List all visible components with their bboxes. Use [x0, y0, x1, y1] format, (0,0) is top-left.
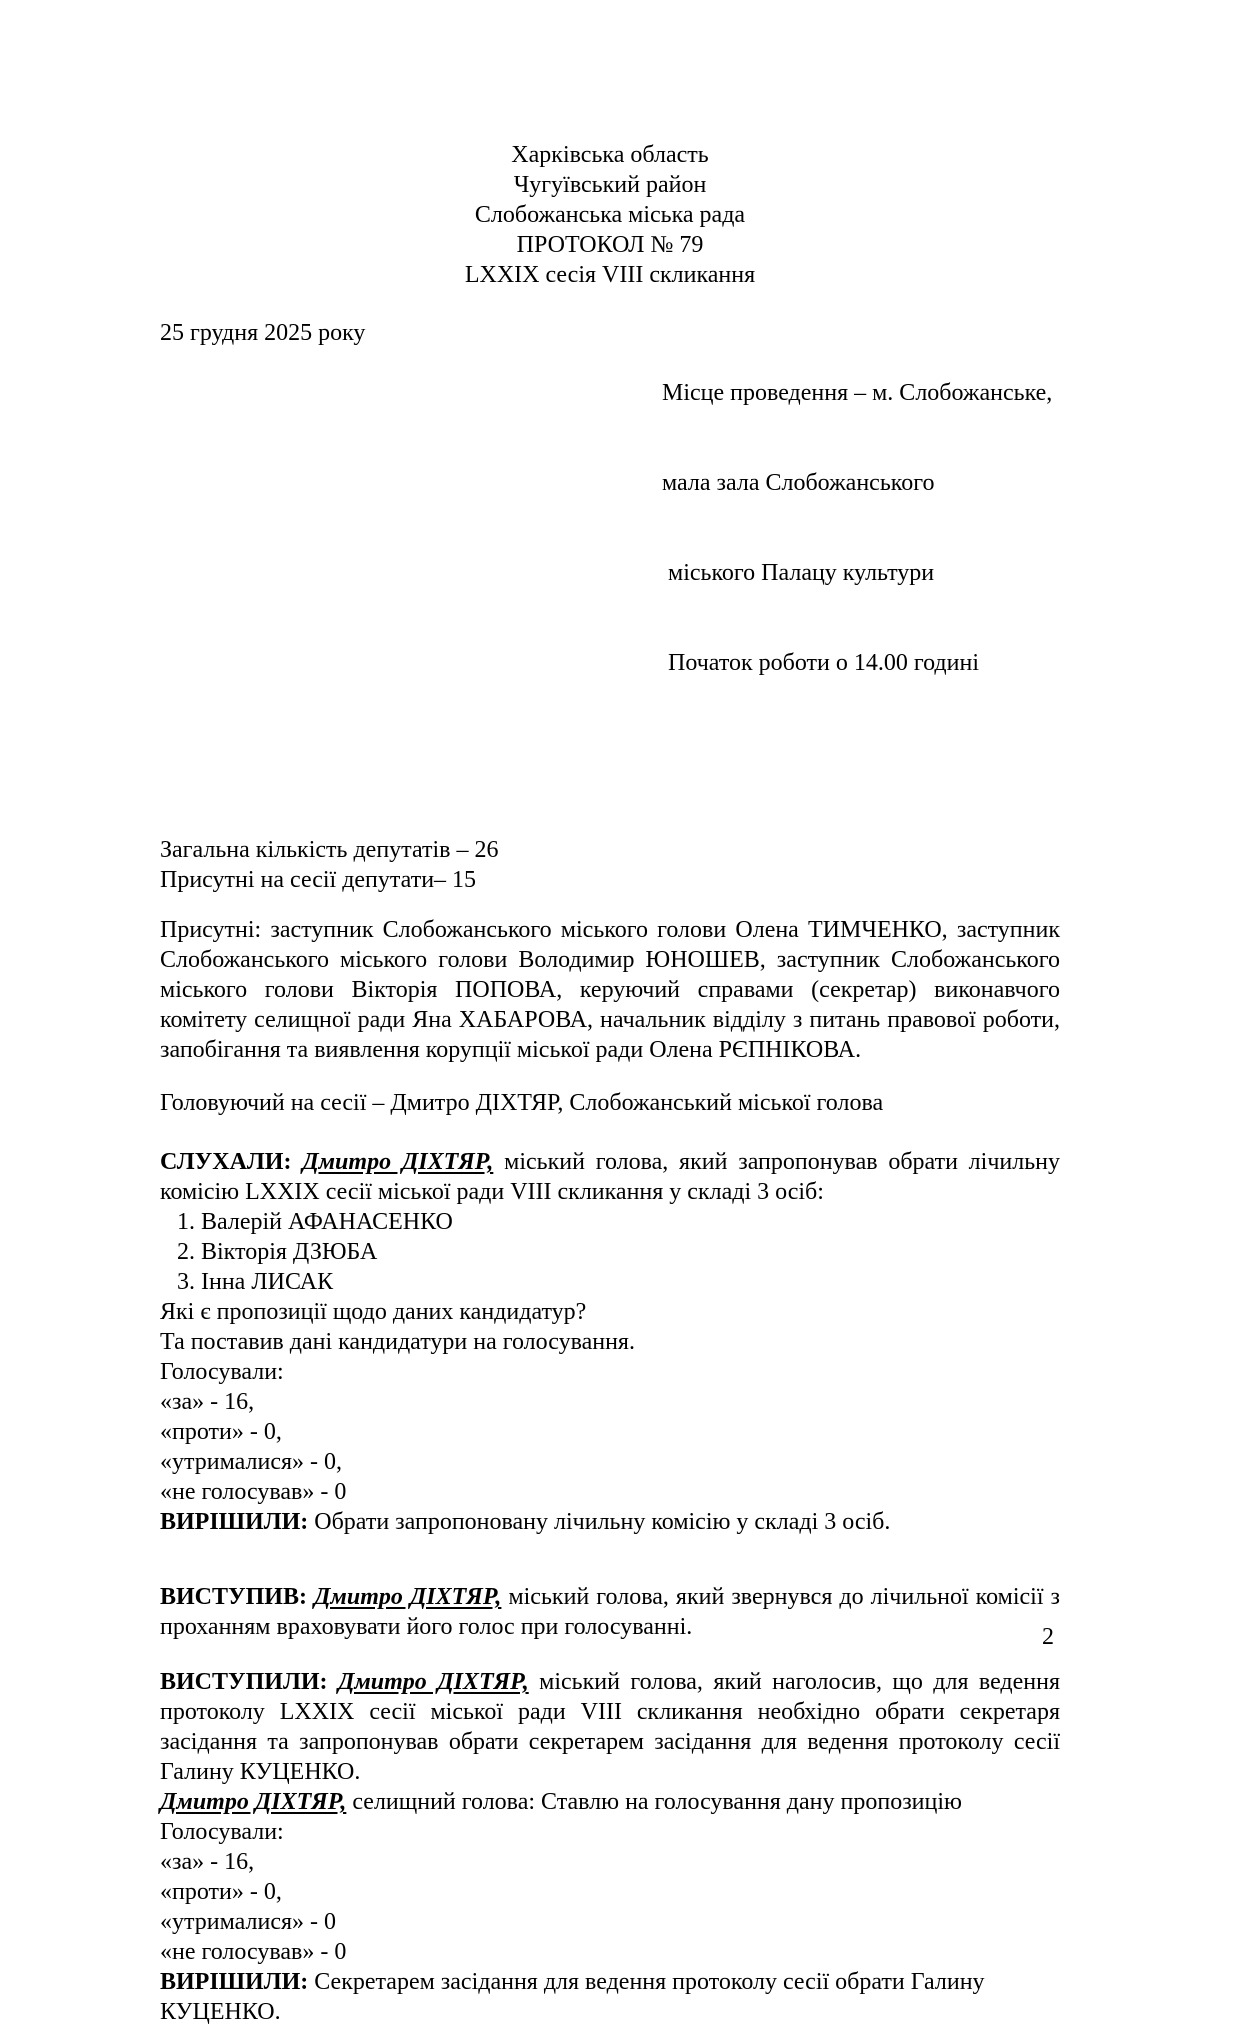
vote-line-proty: «проти» - 0,	[160, 1879, 282, 1905]
meeting-location-line: міського Палацу культури	[662, 560, 935, 586]
section-vystupyv	[160, 1582, 1060, 1642]
list-item	[160, 1207, 1060, 1237]
voting-label: Голосували:	[160, 1359, 284, 1385]
section-vystupyly	[160, 1667, 1060, 2027]
vote-line-za: «за» - 16,	[160, 1849, 255, 1875]
deputies-counts	[160, 835, 1060, 895]
vystupyv-paragraph	[160, 1582, 1060, 1642]
present-deputies: Присутні на сесії депутати– 15	[160, 867, 477, 893]
list-item-number: 2.	[177, 1239, 195, 1265]
vote-line-ne-holosuvav: «не голосував» - 0	[160, 1479, 347, 1505]
candidate-name: Вікторія ДЗЮБА	[201, 1239, 378, 1265]
decision-text: Секретарем засідання для ведення протоколу сесії обрати Галину КУЦЕНКО.	[160, 1969, 985, 2025]
speaker-name: Дмитро ДІХТЯР,	[337, 1669, 529, 1695]
meeting-location-line: Місце проведення – м. Слобожанське,	[662, 380, 1053, 406]
vystupyly-motion-text: селищний голова: Ставлю на голосування дану пропозицію	[352, 1789, 962, 1815]
list-item-number: 3.	[177, 1269, 195, 1295]
header-district: Чугуївський район	[513, 172, 707, 198]
vystupyly-motion-line	[160, 1787, 1060, 1817]
question-line: Які є пропозиції щодо даних кандидатур?	[160, 1299, 587, 1325]
speaker-name: Дмитро ДІХТЯР,	[302, 1149, 494, 1175]
sluhaly-label: СЛУХАЛИ:	[160, 1149, 292, 1175]
sluhaly-text: міський голова, який запропонував обрати лічильну комісію LXXIX сесії міської ради VIII скликання у складі 3 осіб:	[160, 1149, 1061, 1205]
vote-line-utrymalysia: «утрималися» - 0	[160, 1909, 337, 1935]
vote-line-proty: «проти» - 0,	[160, 1419, 282, 1445]
vystupyly-paragraph	[160, 1667, 1060, 1787]
meeting-location-line: мала зала Слобожанського	[662, 470, 935, 496]
header-region: Харківська область	[511, 142, 709, 168]
vystupyly-text: міський голова, який наголосив, що для ведення протоколу LXXIX сесії міської ради VIII скликання необхідно обрати секретаря засідання та запропонував обрати секретарем засідання для ведення протоколу сесії Галину КУЦЕНКО.	[160, 1669, 1061, 1785]
commission-candidates-list	[160, 1207, 1060, 1297]
meeting-location	[662, 318, 1060, 738]
page-number: 2	[1042, 1624, 1054, 1650]
put-to-vote-line: Та поставив дані кандидатури на голосування.	[160, 1329, 635, 1355]
vystupyv-label: ВИСТУПИВ:	[160, 1584, 307, 1610]
speaker-name: Дмитро ДІХТЯР,	[160, 1789, 347, 1815]
vote-line-ne-holosuvav: «не голосував» - 0	[160, 1939, 347, 1965]
decision-label: ВИРІШИЛИ:	[160, 1509, 309, 1535]
vote-line-za: «за» - 16,	[160, 1389, 255, 1415]
present-officials-paragraph: Присутні: заступник Слобожанського міського голови Олена ТИМЧЕНКО, заступник Слобожанського міського голови Володимир ЮНОШЕВ, заступник Слобожанського міського голови Вікторія ПОПОВА, керуючий справами (секретар) виконавчого комітету селищної ради Яна ХАБАРОВА, начальник відділу з питань правової роботи, запобігання та виявлення корупції міської ради Олена РЄПНІКОВА.	[160, 917, 1060, 1063]
list-item-number: 1.	[177, 1209, 195, 1235]
section-sluhaly	[160, 1147, 1060, 1537]
candidate-name: Валерій АФАНАСЕНКО	[201, 1209, 453, 1235]
decision-line	[160, 1507, 1060, 1537]
sluhaly-paragraph	[160, 1147, 1060, 1207]
speaker-name: Дмитро ДІХТЯР,	[314, 1584, 502, 1610]
meeting-info	[160, 318, 1060, 738]
vystupyv-text: міський голова, який звернувся до лічильної комісії з проханням враховувати його голос при голосуванні.	[160, 1584, 1061, 1640]
chairman-line: Головуючий на сесії – Дмитро ДІХТЯР, Слобожанський міської голова	[160, 1090, 884, 1116]
decision-text: Обрати запропоновану лічильну комісію у складі 3 осіб.	[314, 1509, 891, 1535]
header-council: Слобожанська міська рада	[474, 202, 746, 228]
document-header	[160, 140, 1060, 290]
voting-label: Голосували:	[160, 1819, 284, 1845]
meeting-location-line: Початок роботи о 14.00 годині	[662, 650, 979, 676]
decision-label: ВИРІШИЛИ:	[160, 1969, 309, 1995]
header-session: LXXIX сесія VIII скликання	[464, 262, 756, 288]
candidate-name: Інна ЛИСАК	[201, 1269, 334, 1295]
list-item	[160, 1237, 1060, 1267]
decision-line	[160, 1967, 1060, 2027]
vystupyly-label: ВИСТУПИЛИ:	[160, 1669, 328, 1695]
list-item	[160, 1267, 1060, 1297]
meeting-date: 25 грудня 2025 року	[160, 320, 366, 346]
header-protocol-number: ПРОТОКОЛ № 79	[516, 232, 704, 258]
vote-line-utrymalysia: «утрималися» - 0,	[160, 1449, 343, 1475]
total-deputies: Загальна кількість депутатів – 26	[160, 837, 499, 863]
